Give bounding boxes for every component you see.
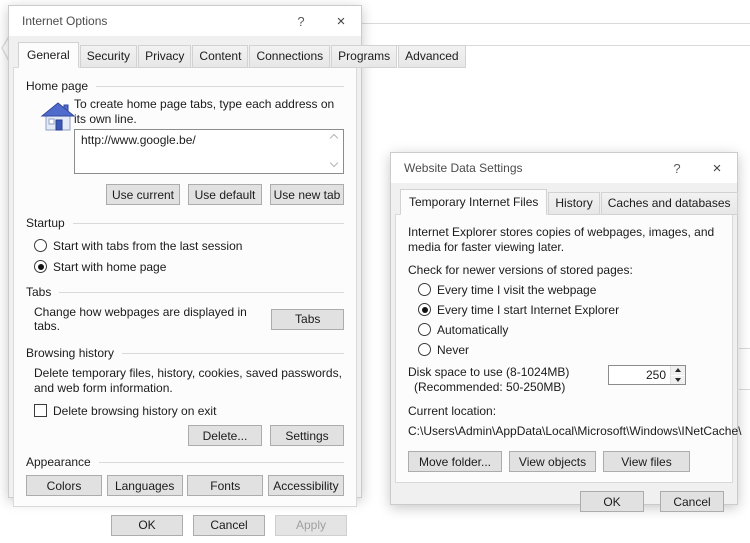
disk-space-labels: [408, 365, 608, 395]
delete-history-checkbox[interactable]: [34, 402, 344, 419]
internet-options-titlebar[interactable]: [9, 6, 361, 36]
group-divider: [99, 462, 344, 463]
radio-label: Automatically: [437, 322, 509, 337]
radio-label: Every time I visit the webpage: [437, 282, 597, 297]
appearance-group-label: Appearance: [26, 455, 91, 469]
view-objects-button[interactable]: View objects: [509, 451, 596, 472]
website-data-settings-titlebar[interactable]: [391, 153, 737, 183]
tab-caches-and-databases[interactable]: Caches and databases: [601, 192, 738, 215]
use-current-button[interactable]: Use current: [106, 184, 180, 205]
delete-button[interactable]: Delete...: [188, 425, 262, 446]
browsing-history-buttons: [26, 425, 344, 446]
use-default-button[interactable]: Use default: [188, 184, 262, 205]
tab-programs[interactable]: Programs: [331, 45, 397, 68]
apply-button: Apply: [275, 515, 347, 536]
scroll-down-icon[interactable]: [330, 159, 338, 167]
checkbox-icon[interactable]: [34, 404, 47, 417]
background-window-line: [739, 389, 750, 390]
disk-space-value[interactable]: 250: [645, 368, 666, 382]
tabs-group-label: Tabs: [26, 285, 52, 299]
tab-content[interactable]: Content: [192, 45, 248, 68]
radio-icon[interactable]: [418, 343, 431, 356]
close-icon[interactable]: ×: [336, 12, 346, 30]
startup-group-header: [26, 215, 344, 231]
disk-space-stepper: [670, 366, 685, 384]
radio-label: Every time I start Internet Explorer: [437, 302, 620, 317]
home-page-instruction: To create home page tabs, type each address on its own line.: [74, 97, 335, 126]
disk-space-input[interactable]: [608, 365, 686, 385]
group-divider: [73, 223, 344, 224]
address-scrollbar[interactable]: [327, 132, 341, 171]
tabs-group-header: [26, 284, 344, 300]
browsing-history-description: Delete temporary files, history, cookies, saved passwords, and web form information.: [34, 366, 342, 395]
radio-every-visit[interactable]: [418, 281, 720, 298]
temporary-internet-files-panel: [395, 214, 742, 483]
disk-space-recommended-label: (Recommended: 50-250MB): [414, 380, 566, 394]
close-icon[interactable]: ×: [712, 159, 722, 177]
internet-options-footer: [9, 507, 361, 543]
disk-space-label: Disk space to use (8-1024MB): [408, 365, 570, 379]
appearance-buttons: [26, 475, 344, 496]
general-tab-panel: [13, 67, 357, 507]
dialog-title: Internet Options: [22, 14, 108, 28]
tab-advanced[interactable]: Advanced: [398, 45, 465, 68]
arrow-down-icon: [675, 378, 681, 382]
move-folder-button[interactable]: Move folder...: [408, 451, 502, 472]
website-data-settings-dialog: [390, 152, 742, 509]
intro-text: Internet Explorer stores copies of webpages, images, and media for faster viewing later.: [408, 225, 715, 254]
radio-start-last-session[interactable]: [34, 237, 344, 254]
radio-never[interactable]: [418, 341, 720, 358]
startup-group-label: Startup: [26, 216, 65, 230]
radio-every-start[interactable]: [418, 301, 720, 318]
home-icon: [26, 97, 66, 205]
settings-button[interactable]: Settings: [270, 425, 344, 446]
colors-button[interactable]: Colors: [26, 475, 102, 496]
current-location-label: Current location:: [408, 404, 497, 418]
spin-down-button[interactable]: [671, 375, 685, 385]
check-newer-options: [418, 281, 720, 358]
internet-options-tab-strip: [9, 36, 459, 68]
tab-connections[interactable]: Connections: [249, 45, 330, 68]
help-button[interactable]: ?: [297, 13, 305, 29]
home-page-group-header: [26, 78, 344, 94]
disk-space-row: [408, 365, 720, 395]
group-divider: [59, 292, 344, 293]
tab-history[interactable]: History: [548, 192, 599, 215]
home-page-controls: [66, 97, 344, 205]
tabs-row: [34, 305, 344, 333]
help-button[interactable]: ?: [673, 160, 681, 176]
languages-button[interactable]: Languages: [107, 475, 183, 496]
radio-label: Never: [437, 342, 470, 357]
radio-start-home-page[interactable]: [34, 258, 344, 275]
arrow-up-icon: [675, 368, 681, 372]
website-data-settings-tab-strip: [391, 183, 737, 215]
spin-up-button[interactable]: [671, 366, 685, 375]
home-page-address-value: http://www.google.be/: [81, 133, 196, 147]
radio-automatically[interactable]: [418, 321, 720, 338]
scroll-up-icon[interactable]: [330, 134, 338, 142]
tab-temporary-internet-files[interactable]: Temporary Internet Files: [400, 189, 547, 215]
radio-icon[interactable]: [418, 303, 431, 316]
browsing-history-group-label: Browsing history: [26, 346, 115, 360]
radio-icon[interactable]: [34, 239, 47, 252]
tab-general[interactable]: General: [18, 42, 79, 68]
radio-icon[interactable]: [418, 283, 431, 296]
tabs-description: Change how webpages are displayed in tabs.: [34, 305, 247, 333]
use-new-tab-button[interactable]: Use new tab: [270, 184, 344, 205]
tabs-button[interactable]: Tabs: [271, 309, 344, 330]
home-page-row: [26, 97, 344, 205]
radio-icon[interactable]: [418, 323, 431, 336]
ok-button[interactable]: OK: [580, 491, 644, 512]
radio-icon[interactable]: [34, 260, 47, 273]
cancel-button[interactable]: Cancel: [193, 515, 265, 536]
cancel-button[interactable]: Cancel: [660, 491, 724, 512]
group-divider: [96, 86, 344, 87]
radio-label: Start with tabs from the last session: [53, 238, 243, 253]
fonts-button[interactable]: Fonts: [187, 475, 263, 496]
checkbox-label: Delete browsing history on exit: [53, 403, 217, 418]
ok-button[interactable]: OK: [111, 515, 183, 536]
check-newer-label: Check for newer versions of stored pages:: [408, 263, 633, 277]
current-location-path: C:\Users\Admin\AppData\Local\Microsoft\Windows\INetCache\: [408, 424, 742, 438]
dialog-title: Website Data Settings: [404, 161, 523, 175]
background-window-line: [739, 348, 750, 349]
background-window-line: [361, 23, 750, 24]
home-page-group-label: Home page: [26, 79, 89, 93]
accessibility-button[interactable]: Accessibility: [268, 475, 344, 496]
home-page-address-input[interactable]: [74, 129, 344, 174]
website-data-settings-footer: [391, 483, 737, 520]
tab-security[interactable]: Security: [80, 45, 137, 68]
view-files-button[interactable]: View files: [603, 451, 690, 472]
radio-label: Start with home page: [53, 259, 167, 274]
appearance-group-header: [26, 454, 344, 470]
browsing-history-group-header: [26, 345, 344, 361]
group-divider: [122, 353, 344, 354]
home-page-buttons: [74, 184, 344, 205]
tab-privacy[interactable]: Privacy: [138, 45, 191, 68]
cache-action-buttons: [408, 451, 720, 472]
